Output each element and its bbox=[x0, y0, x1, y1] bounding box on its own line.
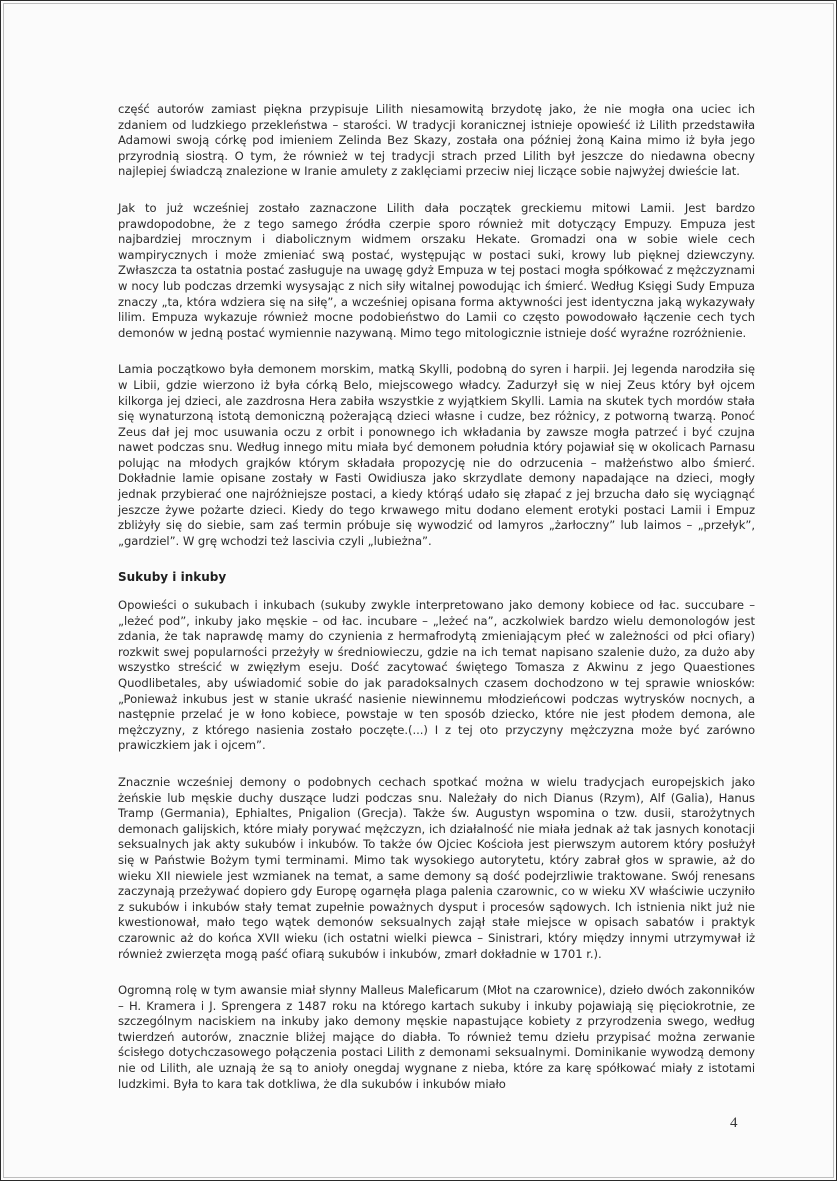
paragraph-empuza: Jak to już wcześniej zostało zaznaczone Lilith dała początek greckiemu mitowi Lamii. Jest bardzo prawdopodobne, że z tego samego źródła czerpie sporo również mit dotyczący Empuzy. Empuza jest najbardziej mrocznym i diabolicznym widmem orszaku Hekate. Gromadzi ona w sobie wiele cech wampirycznych i może zmieniać swą postać, występując w postaci suki, krowy lub pięknej dziewczyny. Zwłaszcza ta ostatnia postać zasługuje na uwagę gdyż Empuza w tej postaci mogła spółkować z mężczyznami w nocy lub podczas drzemki wysysając z nich siły witalnej powodując ich śmierć. Według Księgi Sudy Empuza znaczy „ta, która wdziera się na siłę”, a wcześniej opisana forma aktywności jest identyczna jaką wykazywały lilim. Empuza wykazuje również mocne podobieństwo do Lamii co często powodowało łączenie cech tych demonów w jedną postać wymiennie nazywaną. Mimo tego mitologicznie istnieje dość wyraźne rozróżnienie. bbox=[118, 200, 755, 340]
paragraph-sukuby-intro: Opowieści o sukubach i inkubach (sukuby zwykle interpretowano jako demony kobiece od łac. succubare – „leżeć pod”, inkuby jako męskie – od łac. incubare – „leżeć na”, aczkolwiek bardzo wielu demonologów jest zdania, że tak naprawdę mamy do czynienia z hermafrodytą zmieniającym płeć w zależności od płci ofiary) rozkwit swej popularności przeżyły w średniowieczu, gdzie na ich temat napisano szalenie dużo, za dużo aby wszystko streścić w zwięzłym eseju. Dość zacytować świętego Tomasza z Akwinu z jego Quaestiones Quodlibetales, aby uświadomić sobie do jak paradoksalnych czasem dochodzono w tej sprawie wniosków: „Ponieważ inkubus jest w stanie ukraść nasienie niewinnemu młodzieńcowi podczas wytrysków nocnych, a następnie przelać je w łono kobiece, powstaje w ten sposób dziecko, które nie jest płodem demona, ale mężczyzny, z którego nasienia zostało poczęte.(...) I z tej oto przyczyny mężczyzna może być zarówno prawiczkiem jak i ojcem”. bbox=[118, 598, 755, 753]
paragraph-lilith-ugliness: część autorów zamiast piękna przypisuje Lilith niesamowitą brzydotę jako, że nie mogła ona uciec ich zdaniem od ludzkiego przekleństwa – starości. W tradycji koranicznej istnieje opowieść iż Lilith przedstawiła Adamowi swoją córkę pod imieniem Zelinda Bez Skazy, została ona później żoną Kaina mimo iż była jego przyrodnią siostrą. O tym, że również w tej tradycji strach przed Lilith był jeszcze do niedawna obecny najlepiej świadczą znalezione w Iranie amulety z zaklęciami przeciw niej liczące sobie najwyżej dwieście lat. bbox=[118, 102, 755, 179]
paragraph-malleus: Ogromną rolę w tym awansie miał słynny Malleus Maleficarum (Młot na czarownice), dzieło dwóch zakonników – H. Kramera i J. Sprengera z 1487 roku na którego kartach sukuby i inkuby pojawiają się pięciokrotnie, ze szczególnym naciskiem na inkuby jako demony męskie napastujące kobiety z przyrodzenia swego, według twierdzeń autorów, znacznie bliżej mające do diabła. To również temu dziełu przypisać można zerwanie ścisłego dotychczasowego połączenia postaci Lilith z demonami seksualnymi. Dominikanie wywodzą demony nie od Lilith, ale uznają że są to anioły onegdaj wygnane z nieba, które za karę spółkować miały z istotami ludzkimi. Była to kara tak dotkliwa, że dla sukubów i inkubów miało bbox=[118, 983, 755, 1091]
paragraph-european-traditions: Znacznie wcześniej demony o podobnych cechach spotkać można w wielu tradycjach europejskich jako żeńskie lub męskie duchy duszące ludzi podczas snu. Należały do nich Dianus (Rzym), Alf (Galia), Hanus Tramp (Germania), Ephialtes, Pnigalion (Grecja). Także św. Augustyn wspomina o tzw. dusii, starożytnych demonach galijskich, które miały porywać mężczyzn, ich działalność nie miała jednak aż tak jasnych konotacji seksualnych jak akty sukubów i inkubów. To także ów Ojciec Kościoła jest pierwszym autorem który posłużył się w Państwie Bożym tymi terminami. Mimo tak wysokiego autorytetu, który zabrał głos w sprawie, aż do wieku XII niewiele jest wzmianek na temat, a same demony są dość podejrzliwie traktowane. Swój renesans zaczynają przeżywać dopiero gdy Europę ogarnęła plaga palenia czarownic, co w wieku XV właściwie uczyniło z sukubów i inkubów stały temat zupełnie poważnych dysput i procesów sądowych. Ich istnienia nikt już nie kwestionował, mało tego wątek demonów seksualnych zajął stałe miejsce w opisach sabatów i praktyk czarownic aż do końca XVII wieku (ich ostatni wielki piewca – Sinistrari, który między innymi utrzymywał iż również zwierzęta mogą paść ofiarą sukubów i inkubów, zmarł dokładnie w 1701 r.). bbox=[118, 774, 755, 961]
page-number: 4 bbox=[730, 1115, 738, 1131]
section-heading: Sukuby i inkuby bbox=[118, 570, 227, 585]
page-body bbox=[118, 102, 755, 1113]
paragraph-lamia: Lamia początkowo była demonem morskim, matką Skylli, podobną do syren i harpii. Jej legenda narodziła się w Libii, gdzie wierzono iż była córką Belo, miejscowego władcy. Zadurzył się w niej Zeus który był ojcem kilkorga jej dzieci, ale zazdrosna Hera zabiła wszystkie z wyjątkiem Skylli. Lamia na skutek tych mordów stała się wynaturzoną istotą demoniczną pożerającą dzieci własne i cudze, bez różnicy, z potworną twarzą. Ponoć Zeus dał jej moc usuwania oczu z orbit i ponownego ich wkładania by zawsze mogła patrzeć i być czujna nawet podczas snu. Według innego mitu miała być demonem południa który pojawiał się w okolicach Parnasu polując na młodych grajków którym składała propozycję nie do odrzucenia – małżeństwo albo śmierć. Dokładnie lamie opisane zostały w Fasti Owidiusza jako skrzydlate demony napadające na dzieci, mogły jednak przybierać one najróżniejsze postaci, a kiedy którąś udało się złapać z jej brzucha dało się wyciągnąć jeszcze żywe pożarte dzieci. Kiedy do tego krwawego mitu dodano element erotyki postaci Lamii i Empuz zbliżyły się do siebie, sam zaś termin próbuje się wywodzić od lamyros „żarłoczny” lub laimos – „przełyk”, „gardziel”. W grę wchodzi też lascivia czyli „lubieżna”. bbox=[118, 362, 755, 548]
